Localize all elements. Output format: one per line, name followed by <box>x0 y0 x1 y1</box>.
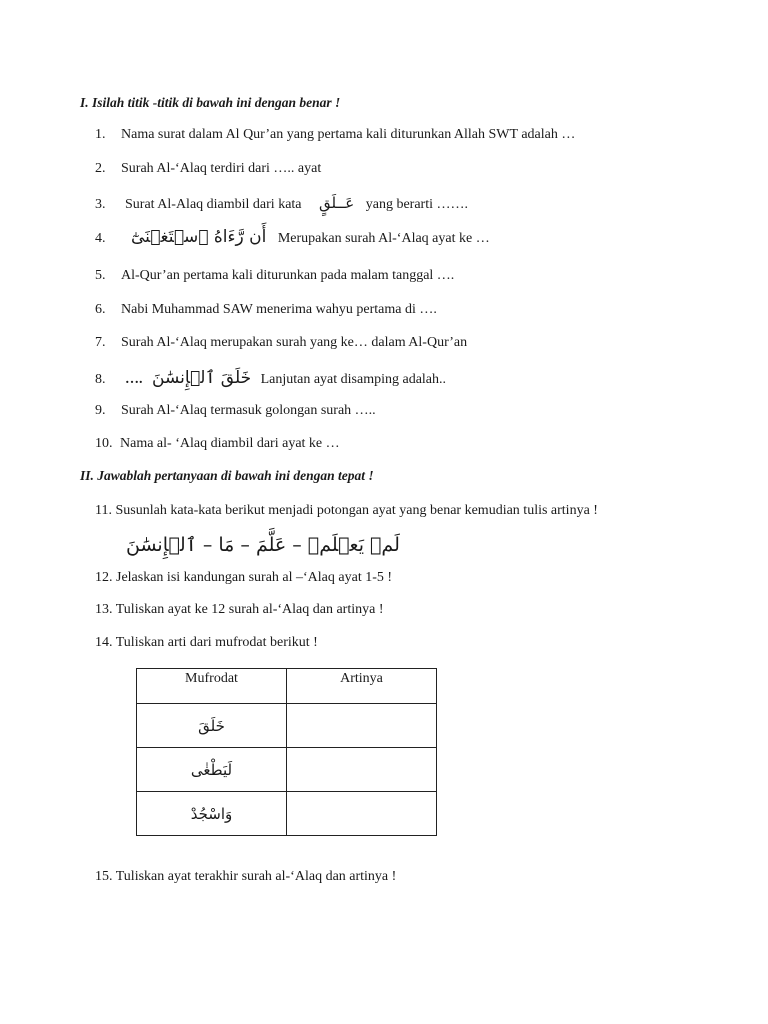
arabic-verse: خَلَقَ ٱلۡإِنسَٰنَ <box>152 368 252 388</box>
mufrodat-cell: خَلَقَ <box>137 704 287 748</box>
table-row <box>137 748 437 792</box>
item-text: Al-Qur’an pertama kali diturunkan pada malam tanggal …. <box>121 268 455 283</box>
arabic-word-sequence: لَمۡ يَعۡلَمۡ – عَلَّمَ – مَا – ٱلۡإِنسَٰنَ <box>126 534 400 556</box>
mufrodat-table <box>136 668 437 836</box>
item-number: 5. <box>95 268 106 283</box>
item-text: Surah Al-‘Alaq termasuk golongan surah ….. <box>121 403 376 418</box>
item-number: 1. <box>95 127 106 142</box>
question-11: 11. Susunlah kata-kata berikut menjadi potongan ayat yang benar kemudian tulis artinya ! <box>95 503 598 518</box>
question-15: 15. Tuliskan ayat terakhir surah al-‘Alaq dan artinya ! <box>95 869 397 884</box>
item-text-after: Merupakan surah Al-‘Alaq ayat ke … <box>277 231 490 246</box>
item-text-after: Lanjutan ayat disamping adalah.. <box>260 372 447 387</box>
artinya-cell <box>287 704 437 748</box>
list-item <box>95 227 490 247</box>
question-14: 14. Tuliskan arti dari mufrodat berikut ! <box>95 635 318 650</box>
item-text: Nama al- ‘Alaq diambil dari ayat ke … <box>120 436 340 451</box>
item-dots: …. <box>125 372 143 387</box>
item-text-after: yang berarti ……. <box>365 197 468 212</box>
list-item <box>95 335 467 351</box>
item-number: 4. <box>95 231 106 246</box>
list-item <box>95 302 437 318</box>
list-item <box>95 127 575 143</box>
column-header-mufrodat: Mufrodat <box>137 669 287 704</box>
list-item <box>95 161 321 177</box>
question-12: 12. Jelaskan isi kandungan surah al –‘Alaq ayat 1-5 ! <box>95 570 393 585</box>
item-number: 7. <box>95 335 106 350</box>
section-1-heading: I. Isilah titik -titik di bawah ini dengan benar ! <box>80 95 341 110</box>
artinya-cell <box>287 792 437 836</box>
list-item <box>95 268 454 284</box>
list-item <box>95 367 446 388</box>
item-text: Surah Al-‘Alaq terdiri dari ….. ayat <box>121 161 322 176</box>
question-13: 13. Tuliskan ayat ke 12 surah al-‘Alaq dan artinya ! <box>95 602 384 617</box>
arabic-word: عَــلَقٍ <box>319 194 355 212</box>
arabic-verse: أَن رَّءَاهُ ٱسۡتَغۡنَىٰٓ <box>131 227 267 247</box>
table-row <box>137 792 437 836</box>
section-2-heading: II. Jawablah pertanyaan di bawah ini dengan tepat ! <box>80 468 374 483</box>
table-header-row <box>137 669 437 704</box>
column-header-artinya: Artinya <box>287 669 437 704</box>
item-text: Surat Al-Alaq diambil dari kata <box>125 197 302 212</box>
list-item <box>95 403 376 419</box>
item-text: Surah Al-‘Alaq merupakan surah yang ke… dalam Al-Qur’an <box>121 335 468 350</box>
artinya-cell <box>287 748 437 792</box>
item-text: Nabi Muhammad SAW menerima wahyu pertama di …. <box>121 302 437 317</box>
item-number: 9. <box>95 403 106 418</box>
item-number: 6. <box>95 302 106 317</box>
mufrodat-cell: لَيَطْغٰى <box>137 748 287 792</box>
item-number: 2. <box>95 161 106 176</box>
item-text: Nama surat dalam Al Qur’an yang pertama kali diturunkan Allah SWT adalah … <box>121 127 576 142</box>
item-number: 10. <box>95 436 113 451</box>
item-number: 3. <box>95 197 106 212</box>
table-row <box>137 704 437 748</box>
list-item <box>95 194 468 213</box>
item-number: 8. <box>95 372 106 387</box>
mufrodat-cell: وَاسْجُدْ <box>137 792 287 836</box>
list-item <box>95 436 340 452</box>
